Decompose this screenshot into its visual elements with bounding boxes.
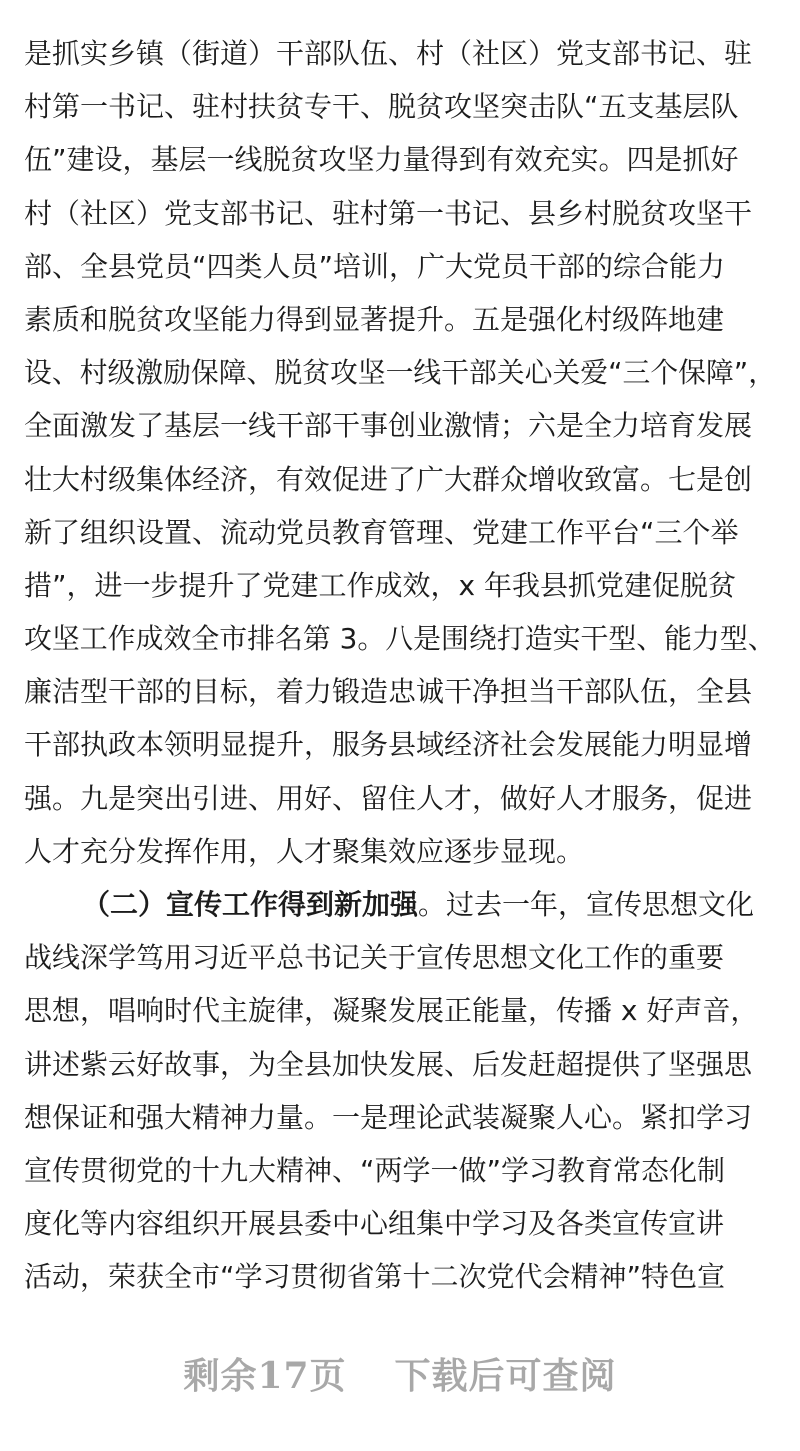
section-first-line-text: 。过去一年，宣传思想文化 <box>418 888 755 921</box>
document-body <box>24 27 784 1304</box>
remaining-pages-label: 剩余17页 <box>183 1355 347 1397</box>
text-line: 廉洁型干部的目标，着力锻造忠诚干净担当干部队伍，全县 <box>24 675 753 709</box>
text-line: 攻坚工作成效全市排名第 3。八是围绕打造实干型、能力型、 <box>24 622 776 656</box>
text-line: 讲述紫云好故事，为全县加快发展、后发赶超提供了坚强思 <box>24 1047 753 1081</box>
text-line: 强。九是突出引进、用好、留住人才，做好人才服务，促进 <box>24 781 753 815</box>
text-line: 人才充分发挥作用，人才聚集效应逐步显现。 <box>24 834 585 868</box>
text-line: 部、全县党员“四类人员”培训，广大党员干部的综合能力 <box>24 249 726 283</box>
text-line: 新了组织设置、流动党员教育管理、党建工作平台“三个举 <box>24 515 739 549</box>
section-heading: （二）宣传工作得到新加强 <box>82 888 419 921</box>
text-line: 措”，进一步提升了党建工作成效，x 年我县抓党建促脱贫 <box>24 568 736 602</box>
text-line: 素质和脱贫攻坚能力得到显著提升。五是强化村级阵地建 <box>24 302 725 336</box>
section-first-line <box>24 878 784 931</box>
text-line: 活动，荣获全市“学习贯彻省第十二次党代会精神”特色宣 <box>24 1260 726 1294</box>
text-line: 是抓实乡镇（街道）干部队伍、村（社区）党支部书记、驻 <box>24 37 753 70</box>
text-line: 度化等内容组织开展县委中心组集中学习及各类宣传宣讲 <box>24 1207 725 1241</box>
text-line: 宣传贯彻党的十九大精神、“两学一做”学习教育常态化制 <box>24 1153 726 1187</box>
text-line: 思想，唱响时代主旋律，凝聚发展正能量，传播 x 好声音， <box>24 994 759 1028</box>
text-line: 设、村级激励保障、脱贫攻坚一线干部关心关爱“三个保障”， <box>24 356 777 390</box>
text-line: 村（社区）党支部书记、驻村第一书记、县乡村脱贫攻坚干 <box>24 196 753 230</box>
text-line: 全面激发了基层一线干部干事创业激情；六是全力培育发展 <box>24 409 753 443</box>
text-line: 干部执政本领明显提升，服务县域经济社会发展能力明显增 <box>24 728 753 762</box>
preview-footer[interactable] <box>0 1348 800 1399</box>
text-line: 伍”建设，基层一线脱贫攻坚力量得到有效充实。四是抓好 <box>24 143 739 177</box>
download-hint-label: 下载后可查阅 <box>394 1355 617 1397</box>
text-line: 村第一书记、驻村扶贫专干、脱贫攻坚突击队“五支基层队 <box>24 90 739 124</box>
text-line: 壮大村级集体经济，有效促进了广大群众增收致富。七是创 <box>24 462 753 496</box>
text-line: 战线深学笃用习近平总书记关于宣传思想文化工作的重要 <box>24 941 725 975</box>
text-line: 想保证和强大精神力量。一是理论武装凝聚人心。紧扣学习 <box>24 1100 753 1134</box>
